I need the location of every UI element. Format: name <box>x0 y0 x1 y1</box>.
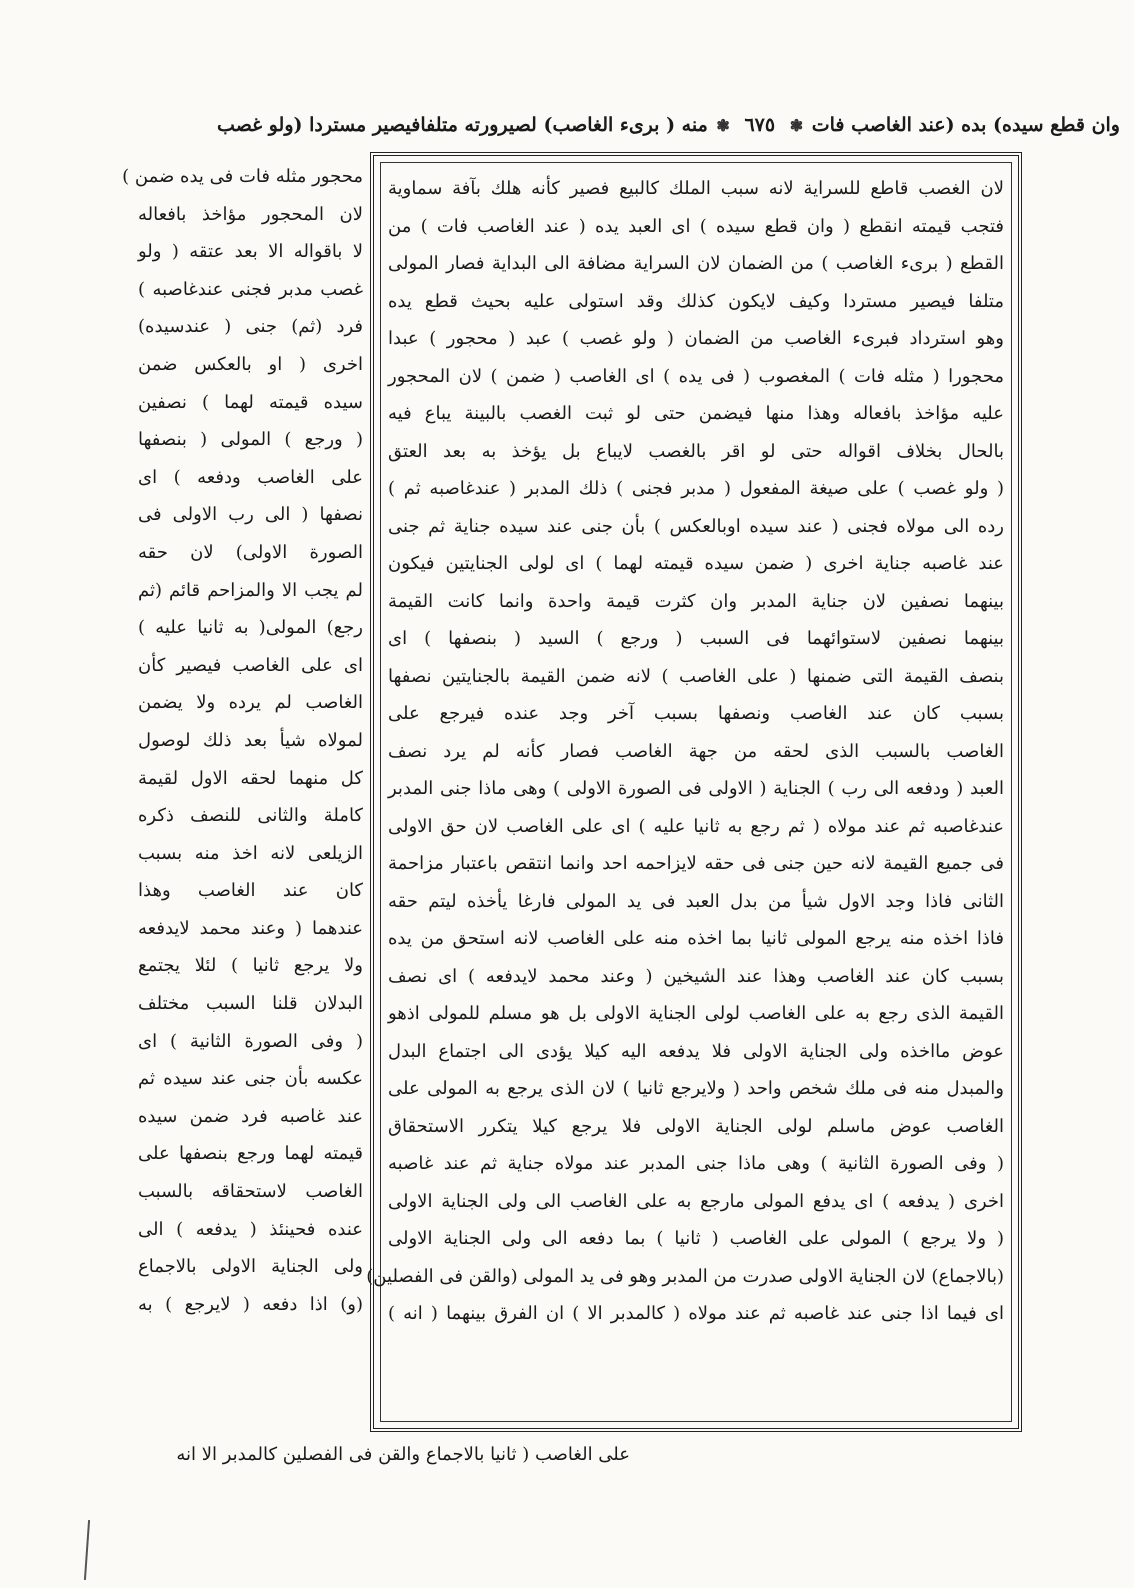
main-text-line: العبد ( ودفعه الى رب ) الجناية ( الاولى فى الصورة الاولى ) وهى ماذا جنى المدبر <box>388 778 1004 799</box>
side-text-line: محجور مثله فات فى يده ضمن ) <box>122 166 363 187</box>
main-text-line: بسبب كان عند الغاصب وهذا عند الشيخين ( وعند محمد لايدفعه ) اى نصف <box>388 965 1004 987</box>
main-text-line: ( ولو غصب ) على صيغة المفعول ( مدبر فجنى ) ذلك المدبر ( عندغاصبه ثم ) <box>388 478 1004 499</box>
side-text-line: لان المحجور مؤاخذ بافعاله <box>138 203 363 225</box>
main-text-line: والمبدل منه فى ملك شخص واحد ( ولايرجع ثانيا ) لان الذى يرجع به المولى على <box>388 1078 1004 1099</box>
main-text-line: رده الى مولاه فجنى ( عند سيده اوبالعكس ) بأن جنى عند سيده جناية ثم جنى <box>388 515 1004 537</box>
side-text-line: الغاصب لم يرده ولا يضمن <box>138 692 363 714</box>
side-commentary <box>122 158 363 1443</box>
main-text-line: عند غاصبه جناية اخرى ( ضمن سيده قيمته لهما ) اى لولى الجنايتين فيكون <box>388 553 1004 574</box>
side-text-line: قيمته لهما ورجع بنصفها على <box>138 1143 363 1165</box>
side-text-line: عكسه بأن جنى عند سيده ثم <box>138 1068 363 1090</box>
side-text-line: الزيلعى لانه اخذ منه بسبب <box>138 842 363 864</box>
main-text-line: القيمة الذى رجع به على الغاصب لولى الجناية الاولى بل هو مسلم للمولى اذهو <box>388 1003 1004 1024</box>
side-text-line: الصورة الاولى) لان حقه <box>138 541 363 563</box>
side-text-line: لمولاه شيأ بعد ذلك لوصول <box>138 729 363 751</box>
side-text-line: لا باقواله الا بعد عتقه ( ولو <box>138 241 363 263</box>
side-text-line: رجع) المولى( به ثانيا عليه ) <box>138 617 363 639</box>
main-text-line: بينهما نصفين لاستوائهما فى السبب ( ورجع ) السيد ( بنصفها ) اى <box>388 628 1004 649</box>
main-text-line: لان الغصب قاطع للسراية لانه سبب الملك كالبيع فصير كأنه هلك بآفة سماوية <box>388 178 1004 199</box>
side-text-line: فرد (ثم) جنى ( عندسيده) <box>138 316 363 338</box>
side-text-line: كان عند الغاصب وهذا <box>138 880 363 902</box>
side-text-line: لم يجب الا والمزاحم قائم (ثم <box>138 579 363 601</box>
ornament-icon: ❃ <box>716 116 730 135</box>
side-text-line: سيده قيمته لهما ) نصفين <box>138 391 363 413</box>
side-text-line: اخرى ( او بالعكس ضمن <box>138 353 363 375</box>
main-text-line: فاذا اخذه منه يرجع المولى ثانيا بما اخذه منه على الغاصب لانه استحق من يده <box>388 928 1004 949</box>
margin-mark <box>84 1520 90 1580</box>
side-text-line: على الغاصب ودفعه ) اى <box>138 466 363 488</box>
side-text-line: البدلان قلنا السبب مختلف <box>138 993 363 1015</box>
page-number: ٦٧٥ <box>744 114 776 136</box>
side-text-line: الغاصب لاستحقاقه بالسبب <box>138 1181 363 1203</box>
main-text-line: (بالاجماع) لان الجناية الاولى صدرت من المدبر وهو فى يد المولى (والقن فى الفصلين) <box>366 1265 1004 1287</box>
side-text-line: عنده فحينئذ ( يدفعه ) الى <box>138 1218 363 1240</box>
main-text-line: عوض مااخذه ولى الجناية الاولى فلا يدفعه اليه كيلا يؤدى الى اجتماع البدل <box>388 1040 1004 1062</box>
main-text-line: اى فيما اذا جنى عند غاصبه ثم عند مولاه ( كالمدبر الا ) ان الفرق بينهما ( انه ) <box>388 1303 1004 1324</box>
main-text-line: فى جميع القيمة لانه حين جنى فى حقه لايزاحمه احد وانما انتقص باعتبار مزاحمة <box>388 853 1004 874</box>
side-text-line: عندهما ( وعند محمد لايدفعه <box>138 917 363 939</box>
main-text-line: بالحال بخلاف اقواله حتى لو اقر بالغصب لايباع بل يؤخذ به بعد العتق <box>388 440 1004 462</box>
main-text-line: الغاصب بالسبب الذى لحقه من جهة الغاصب فصار كأنه لم يرد نصف <box>388 740 1004 762</box>
side-text-line: (و) اذا دفعه ( لايرجع ) به <box>138 1293 363 1315</box>
page-header <box>110 108 1120 142</box>
side-text-line: كل منهما لحقه الاول لقيمة <box>138 767 363 789</box>
side-text-line: اى على الغاصب فيصير كأن <box>138 654 363 676</box>
side-text-line: ولا يرجع ثانيا ) لئلا يجتمع <box>138 955 363 977</box>
header-left-text: منه ( برىء الغاصب) لصيرورته متلفافيصير مستردا (ولو غصب <box>217 114 708 136</box>
side-text-line: كاملة والثانى للنصف ذكره <box>138 805 363 827</box>
main-commentary <box>366 170 1004 1420</box>
main-text-line: متلفا فيصير مستردا وكيف لايكون كذلك وقد استولى عليه بحيث قطع يده <box>388 290 1004 312</box>
main-text-line: بسبب كان عند الغاصب ونصفها بسبب آخر وجد عنده فيرجع على <box>388 703 1004 724</box>
side-text-line: نصفها ( الى رب الاولى فى <box>138 504 363 526</box>
header-right-text: وان قطع سيده) بده (عند الغاصب فات <box>811 114 1120 136</box>
main-text-line: عندغاصبه ثم عند مولاه ( ثم رجع به ثانيا عليه ) اى على الغاصب لان حق الاولى <box>388 815 1004 837</box>
main-text-line: عليه مؤاخذ بافعاله وهذا منها فيضمن حتى لو ثبت الغصب بالبينة يباع فيه <box>388 403 1004 424</box>
side-text-line: غصب مدبر فجنى عندغاصبه ) <box>138 278 363 300</box>
main-text-line: الغاصب عوض ماسلم لولى الجناية الاولى فلا يرجع كيلا يتكرر الاستحقاق <box>388 1115 1004 1137</box>
ornament-icon: ❃ <box>789 116 804 135</box>
side-text-line: عند غاصبه فرد ضمن سيده <box>138 1105 363 1127</box>
main-text-line: محجورا ( مثله فات ) المغصوب ( فى يده ) اى الغاصب ( ضمن ) لان المحجور <box>388 365 1004 387</box>
main-text-line: ( وفى الصورة الثانية ) وهى ماذا جنى المدبر عند مولاه جناية ثم عند غاصبه <box>388 1153 1004 1174</box>
main-text-line: وهو استرداد فبرىء الغاصب من الضمان ( ولو غصب ) عبد ( محجور ) عبدا <box>388 328 1004 349</box>
main-text-line: القطع ( برىء الغاصب ) من الضمان لان السراية مضافة الى البداية فصار المولى <box>388 253 1004 274</box>
main-text-line: ( ولا يرجع ) المولى على الغاصب ( ثانيا ) بما دفعه الى ولى الجناية الاولى <box>388 1228 1004 1249</box>
main-text-line: بنصف القيمة التى ضمنها ( على الغاصب ) لانه ضمن القيمة بالجنايتين نصفها <box>388 665 1004 687</box>
page-footer-continuation: على الغاصب ( ثانيا بالاجماع والقن فى الفصلين كالمدبر الا انه <box>176 1444 630 1465</box>
side-text-line: ( وفى الصورة الثانية ) اى <box>138 1030 363 1052</box>
main-text-line: اخرى ( يدفعه ) اى يدفع المولى مارجع به على الغاصب الى ولى الجناية الاولى <box>388 1190 1004 1212</box>
main-text-line: فتجب قيمته انقطع ( وان قطع سيده ) اى العبد يده ( عند الغاصب فات ) من <box>388 215 1004 237</box>
side-text-line: ( ورجع ) المولى ( بنصفها <box>138 429 363 451</box>
main-text-line: الثانى فاذا وجد الاول شيأ من بدل العبد فى يد المولى فارغا يأخذه ليتم حقه <box>388 890 1004 912</box>
side-text-line: ولى الجناية الاولى بالاجماع <box>138 1256 363 1278</box>
main-text-line: بينهما نصفين لان جناية المدبر وان كثرت قيمة واحدة وانما كانت القيمة <box>388 590 1004 612</box>
